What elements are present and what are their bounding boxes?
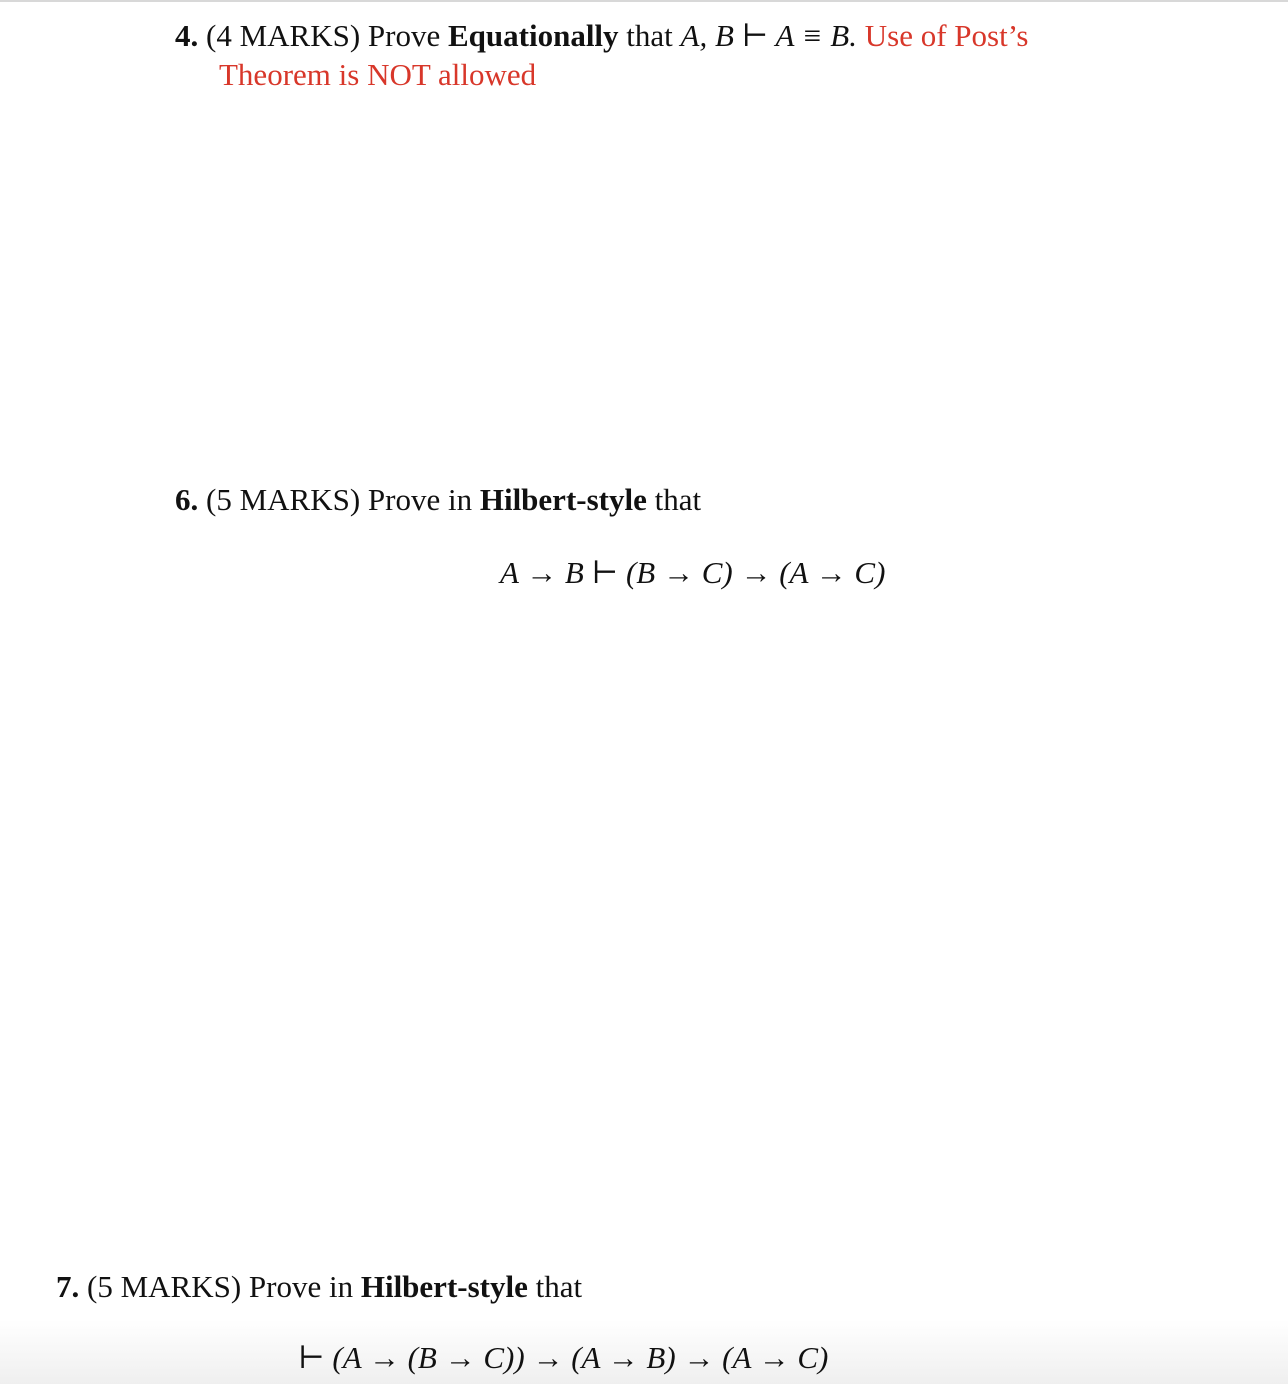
- problem-7-prove: Prove in: [248, 1269, 354, 1304]
- problem-7-method: Hilbert-style: [360, 1269, 528, 1304]
- problem-4-method: Equationally: [447, 18, 619, 53]
- problem-7-formula: ⊢ (A → (B → C)) → (A → B) → (A → C): [298, 1340, 829, 1375]
- problem-6-that: that: [654, 482, 702, 517]
- problem-4-heading: [175, 20, 1028, 51]
- problem-7-heading: [56, 1271, 582, 1302]
- problem-6-prove: Prove in: [367, 482, 473, 517]
- problem-4-note-line2: Theorem is NOT allowed: [219, 57, 537, 92]
- problem-7-that: that: [535, 1269, 583, 1304]
- problem-4-number: 4.: [175, 18, 199, 53]
- problem-6-formula: A → B ⊢ (B → C) → (A → C): [500, 555, 886, 590]
- problem-4-prove: Prove: [367, 18, 441, 53]
- problem-6-heading: [175, 484, 701, 515]
- problem-6-method: Hilbert-style: [479, 482, 647, 517]
- problem-7-marks: (5 MARKS): [87, 1269, 242, 1304]
- problem-6-marks: (5 MARKS): [206, 482, 361, 517]
- problem-4-marks: (4 MARKS): [206, 18, 361, 53]
- problem-4-note-line1: Use of Post’s: [864, 18, 1029, 53]
- problem-4-statement: A, B ⊢ A ≡ B.: [680, 18, 857, 53]
- problem-4-that: that: [626, 18, 673, 53]
- problem-6-number: 6.: [175, 482, 199, 517]
- top-divider: [0, 0, 1288, 2]
- problem-7-number: 7.: [56, 1269, 80, 1304]
